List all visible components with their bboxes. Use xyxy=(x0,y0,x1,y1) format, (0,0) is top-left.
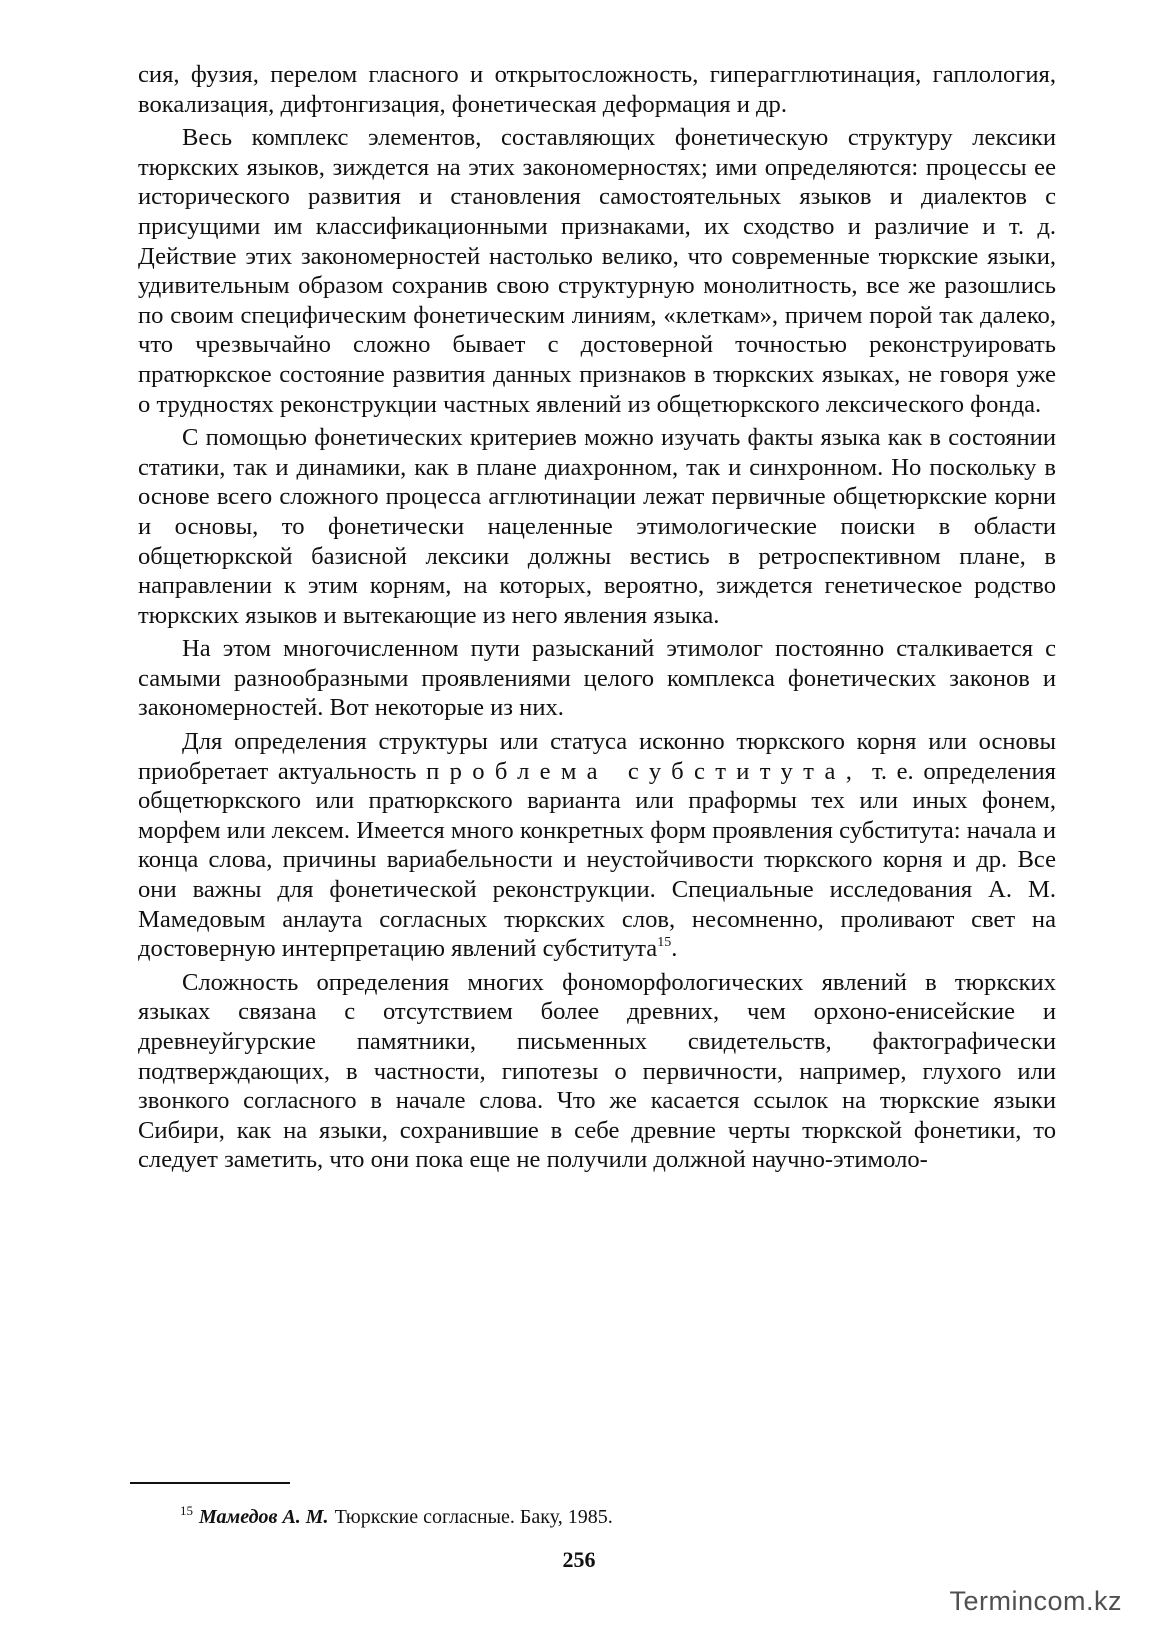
footnote-author: Мамедов А. М. xyxy=(199,1506,329,1528)
paragraph-3: С помощью фонетических критериев можно изучать факты языка как в состоянии статики, так и динамики, как в плане диахронном, так и синхронном. Но поскольку в основе всего сложного процесса агглютинации лежат первичные общетюркские корни и основы, то фонетически нацеленные этимологические поиски в области общетюркской базисной лексики должны вестись в ретроспективном плане, в направлении к этим корням, на которых, вероятно, зиждется генетическое родство тюркских языков и вытекающие из него явления языка. xyxy=(138,424,1056,629)
footnote-text: Тюркские согласные. Баку, 1985. xyxy=(334,1506,613,1528)
footnote-reference: 15 xyxy=(657,935,672,951)
page-body xyxy=(138,60,1056,1179)
paragraph-5-text-b: т. е. определения общетюркского или пратюркского варианта или праформы тех или иных фонем, морфем или лексем. Имеется много конкретных форм проявления субститута: начала и конца слова, причины вариабельности и неустойчивости тюркского корня и др. Все они важны для фонетической реконструкции. Специальные исследования А. М. Мамедовым анлаута согласных тюркских слов, несомненно, проливают свет на достоверную интерпретацию явлений субститута xyxy=(138,757,1056,963)
paragraph-5-text-a: Для определения структуры или статуса исконно тюркского корня или основы приобретает актуальность xyxy=(138,728,1056,785)
footnote-number: 15 xyxy=(180,1503,193,1518)
paragraph-2: Весь комплекс элементов, составляющих фонетическую структуру лексики тюркских языков, зиждется на этих закономерностях; ими определяются: процессы ее исторического развития и становления самостоятельных языков и диалектов с присущими им классификационными признаками, их сходство и различие и т. д. Действие этих закономерностей настолько велико, что современные тюркские языки, удивительным образом сохранив свою структурную монолитность, все же разошлись по своим специфическим фонетическим линиям, «клеткам», причем порой так далеко, что чрезвычайно сложно бывает с достоверной точностью реконструировать пратюркское состояние развития данных признаков в тюркских языках, не говоря уже о трудностях реконструкции частных явлений из общетюркского лексического фонда. xyxy=(138,124,1056,418)
footnote xyxy=(180,1498,1040,1530)
paragraph-1: сия, фузия, перелом гласного и открытосложность, гиперагглютинация, гаплология, вокализация, дифтонгизация, фонетическая деформация и др. xyxy=(138,61,1056,118)
page-number: 256 xyxy=(562,1547,596,1572)
paragraph-5-end: . xyxy=(671,935,678,963)
footnote-divider xyxy=(130,1482,290,1484)
watermark-logo: Termincom.kz xyxy=(949,1586,1122,1616)
paragraph-5 xyxy=(138,727,1056,964)
paragraph-4: На этом многочисленном пути разысканий этимолог постоянно сталкивается с самыми разнообразными проявлениями целого комплекса фонетических законов и закономерностей. Вот некоторые из них. xyxy=(138,635,1056,722)
spaced-term-substitute: проблема субститута, xyxy=(426,757,863,785)
paragraph-6: Сложность определения многих фономорфологических явлений в тюркских языках связана с отсутствием более древних, чем орхоно-енисейские и древнеуйгурские памятники, письменных свидетельств, фактографически подтверждающих, в частности, гипотезы о первичности, например, глухого или звонкого согласного в начале слова. Что же касается ссылок на тюркские языки Сибири, как на языки, сохранившие в себе древние черты тюркской фонетики, то следует заметить, что они пока еще не получили должной научно-этимоло- xyxy=(138,968,1056,1174)
